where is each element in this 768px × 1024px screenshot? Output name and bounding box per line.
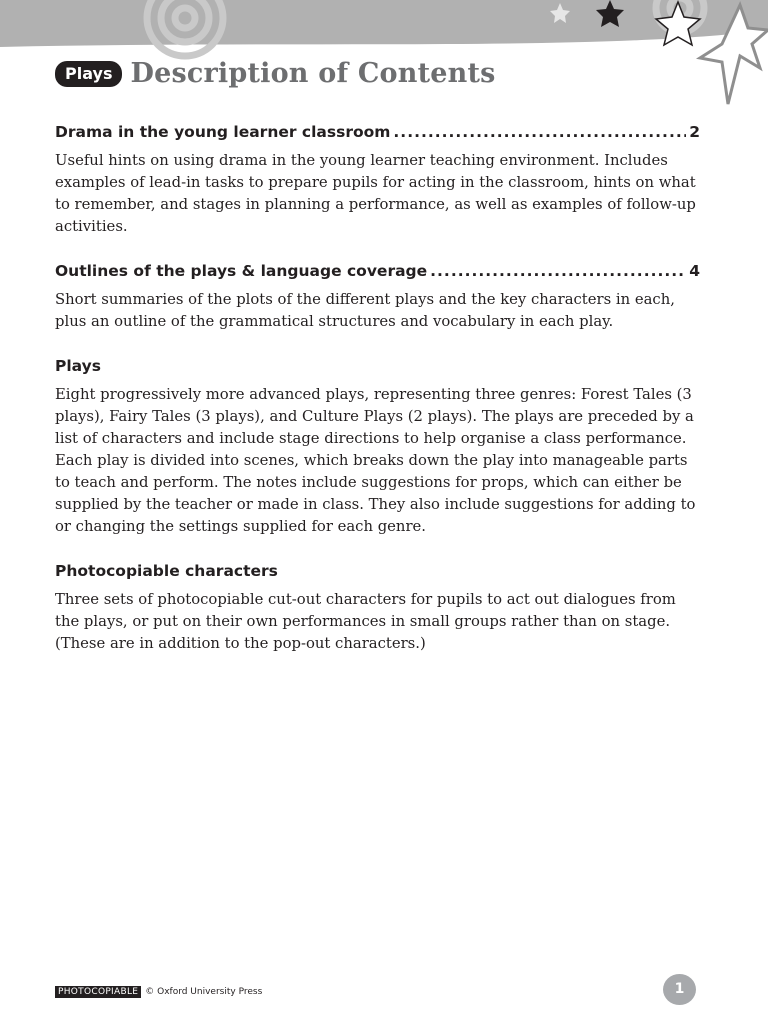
contents-entry bbox=[55, 260, 700, 333]
contents-list bbox=[55, 121, 700, 677]
page-title: Description of Contents bbox=[130, 58, 496, 89]
section-tag: Plays bbox=[55, 61, 122, 87]
decorative-banner bbox=[0, 0, 768, 110]
entry-heading-row bbox=[55, 560, 700, 582]
photocopiable-tag: PHOTOCOPIABLE bbox=[55, 986, 141, 998]
entry-description: Short summaries of the plots of the different plays and the key characters in each, plus an outline of the grammatical structures and vocabulary in each play. bbox=[55, 291, 675, 330]
entry-page-number: 2 bbox=[689, 123, 700, 141]
entry-description: Eight progressively more advanced plays, representing three genres: Forest Tales (3 plays), Fairy Tales (3 plays), and Culture Plays (2 plays). The plays are preceded by a list of characters and include stage directions to help organise a class performance. Each play is divided into scenes, which breaks down the play into manageable parts to teach and perform. The notes include suggestions for props, which can either be supplied by the teacher or made in class. They also include suggestions for adding to or changing the settings supplied for each genre. bbox=[55, 386, 696, 535]
entry-page-number: 4 bbox=[689, 262, 700, 280]
page-header bbox=[55, 58, 496, 89]
copyright-notice: © Oxford University Press bbox=[145, 987, 263, 997]
entry-heading: Plays bbox=[55, 357, 101, 375]
dot-leader bbox=[430, 260, 686, 282]
entry-heading-row bbox=[55, 260, 700, 282]
contents-entry bbox=[55, 355, 700, 538]
entry-heading: Drama in the young learner classroom bbox=[55, 123, 391, 141]
dot-leader bbox=[393, 121, 686, 143]
entry-heading: Photocopiable characters bbox=[55, 562, 278, 580]
contents-entry bbox=[55, 121, 700, 238]
entry-heading-row bbox=[55, 355, 700, 377]
entry-heading-row bbox=[55, 121, 700, 143]
entry-heading: Outlines of the plays & language coverage bbox=[55, 262, 428, 280]
entry-description: Useful hints on using drama in the young learner teaching environment. Includes examples of lead-in tasks to prepare pupils for acting in the classroom, hints on what to remember, and stages in planning a performance, as well as examples of follow-up activities. bbox=[55, 152, 696, 235]
page-number-badge: 1 bbox=[663, 974, 696, 1005]
entry-description: Three sets of photocopiable cut-out characters for pupils to act out dialogues from the plays, or put on their own performances in small groups rather than on stage. (These are in addition to the pop-out characters.) bbox=[55, 591, 676, 652]
contents-entry bbox=[55, 560, 700, 655]
page-footer bbox=[55, 986, 262, 998]
